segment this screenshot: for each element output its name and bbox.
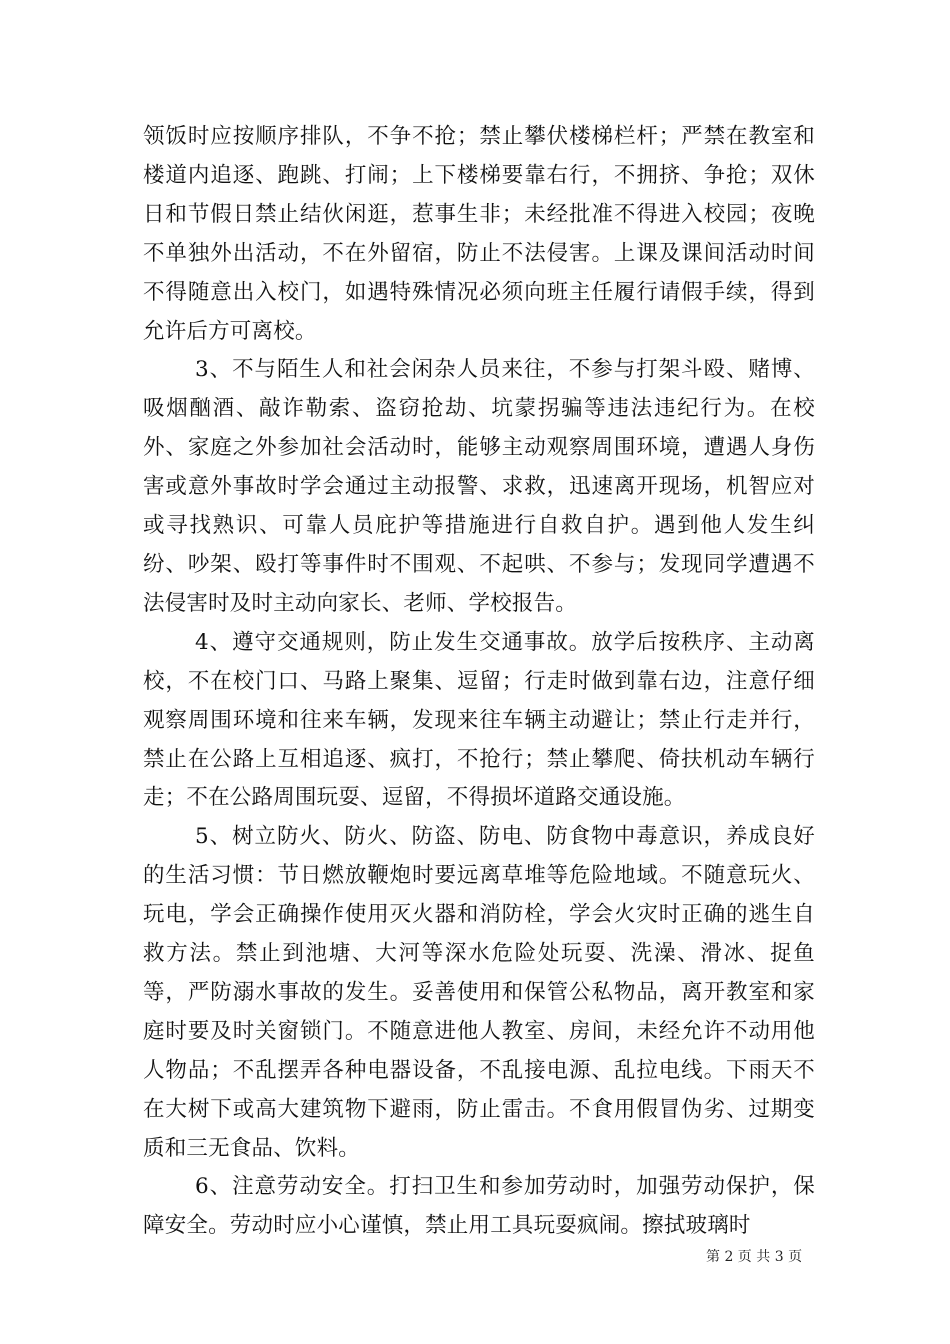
paragraph-1: 领饭时应按顺序排队，不争不抢；禁止攀伏楼梯栏杆；严禁在教室和楼道内追逐、跑跳、打闹；上下楼梯要靠右行，不拥挤、争抢；双休日和节假日禁止结伙闲逛，惹事生非；未经批准不得进入校园；夜晚不单独外出活动，不在外留宿，防止不法侵害。上课及课间活动时间不得随意出入校门，如遇特殊情况必须向班主任履行请假手续，得到允许后方可离校。: [143, 124, 815, 344]
paragraph-item-3: 3、不与陌生人和社会闲杂人员来往，不参与打架斗殴、赌博、吸烟酗酒、敲诈勒索、盗窃抢劫、坑蒙拐骗等违法违纪行为。在校外、家庭之外参加社会活动时，能够主动观察周围环境，遭遇人身伤害或意外事故时学会通过主动报警、求救，迅速离开现场，机智应对或寻找熟识、可靠人员庇护等措施进行自救自护。遇到他人发生纠纷、吵架、殴打等事件时不围观、不起哄、不参与；发现同学遭遇不法侵害时及时主动向家长、老师、学校报告。: [143, 357, 815, 616]
document-body: [143, 118, 815, 1246]
paragraph-item-5: 5、树立防火、防火、防盗、防电、防食物中毒意识，养成良好的生活习惯：节日燃放鞭炮时要远离草堆等危险地域。不随意玩火、玩电，学会正确操作使用灭火器和消防栓，学会火灾时正确的逃生自救方法。禁止到池塘、大河等深水危险处玩耍、洗澡、滑冰、捉鱼等，严防溺水事故的发生。妥善使用和保管公私物品，离开教室和家庭时要及时关窗锁门。不随意进他人教室、房间，未经允许不动用他人物品；不乱摆弄各种电器设备，不乱接电源、乱拉电线。下雨天不在大树下或高大建筑物下避雨，防止雷击。不食用假冒伪劣、过期变质和三无食品、饮料。: [143, 824, 815, 1161]
paragraph-item-6: 6、注意劳动安全。打扫卫生和参加劳动时，加强劳动保护，保障安全。劳动时应小心谨慎，禁止用工具玩耍疯闹。擦拭玻璃时: [143, 1174, 815, 1239]
paragraph-item-4: 4、遵守交通规则，防止发生交通事故。放学后按秩序、主动离校，不在校门口、马路上聚集、逗留；行走时做到靠右边，注意仔细观察周围环境和往来车辆，发现来往车辆主动避让；禁止行走并行，禁止在公路上互相追逐、疯打，不抢行；禁止攀爬、倚扶机动车辆行走；不在公路周围玩耍、逗留，不得损坏道路交通设施。: [143, 629, 815, 811]
page-number-footer: 第 2 页 共 3 页: [706, 1249, 803, 1265]
